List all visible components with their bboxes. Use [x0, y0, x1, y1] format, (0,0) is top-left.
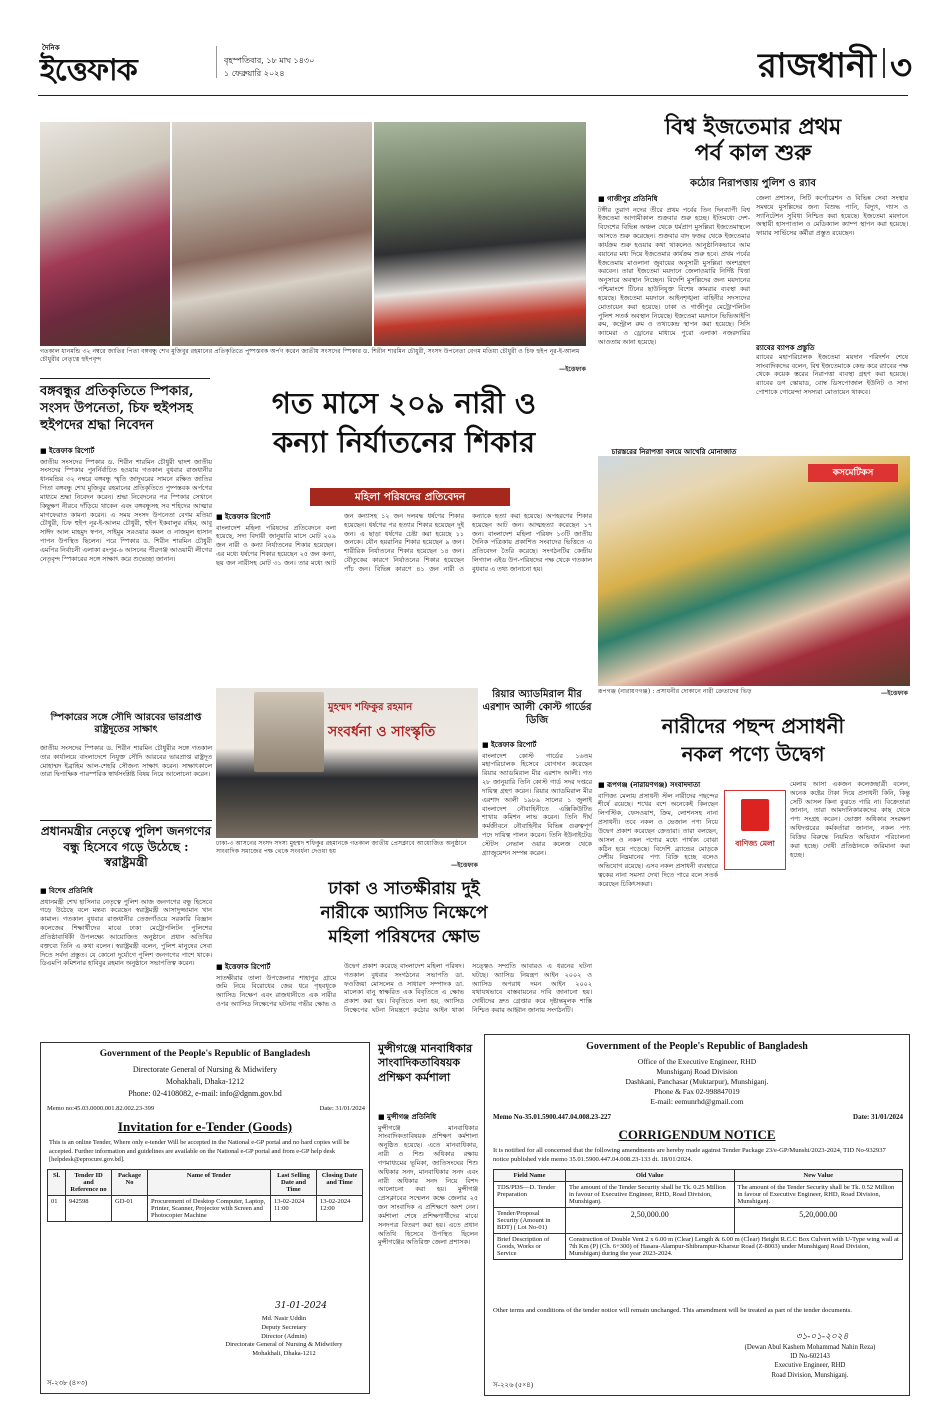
saudi-body: জাতীয় সংসদের স্পিকার ড. শিরীন শারমিন চৌধুরীর সঙ্গে গতকাল তার কার্যালয়ে বাংলাদেশে নিযুক্ত সৌদি আরবের ভারপ্রাপ্ত রাষ্ট্রদূত মোহাম্মদ ইব্রাহিম আল-শেহরি সৌজন্য সাক্ষাৎ করেন। সাক্ষাৎকালে তারা দ্বিপাক্ষিক পারস্পরিক স্বার্থসংশ্লিষ্ট বিষয় নিয়ে আলোচনা করেন।: [40, 744, 212, 779]
police-article: [40, 886, 212, 1034]
left-column-rule: [40, 378, 210, 379]
banner-name: মুহম্মদ শফিকুর রহমান: [328, 702, 413, 713]
rhd-office2: Munshiganj Road Division: [656, 1067, 738, 1076]
col-header: Sl.: [48, 1170, 66, 1196]
speaker-photo-1: [40, 122, 170, 346]
dgnm-memo: Memo no:45.03.0000.001.82.002.23-399: [47, 1105, 155, 1112]
col-header: Last Selling Date and Time: [271, 1170, 317, 1196]
ijtema-byline: ■ গাজীপুর প্রতিনিধি: [598, 194, 658, 203]
rhd-intro: It is notified for all concerned that the following amendments are hereby made against Tender Package 23/e-GP/Munshi/2023-2024, TID No-932937 notice published vide memo 35.01.5900.447.04.008.23-133 dt. 18/01/2024.: [493, 1147, 886, 1163]
col-header: Field Name: [494, 1170, 566, 1182]
police-rule: [40, 820, 212, 821]
speaker-headline: বঙ্গবন্ধুর প্রতিকৃতিতে স্পিকার, সংসদ উপনেতা, চিফ হুইপসহ হুইপদের শ্রদ্ধা নিবেদন: [40, 384, 194, 433]
dgnm-signer: [201, 1315, 367, 1359]
dgnm-signer-name: Md. Nasir Uddin: [261, 1315, 307, 1322]
coast-guard-body: বাংলাদেশ কোস্ট গার্ডের ১৬তম মহাপরিচালক হিসেবে যোগদান করেছেন রিয়ার অ্যাডমিরাল মীর এরশাদ আলী। গত ২৮ জানুয়ারি তিনি কোস্ট গার্ড সদর দপ্তরে দায়িত্ব গ্রহণ করেন। রিয়ার অ্যাডমিরাল মীর এরশাদ আলী ১৯৮৯ সালের ১ জুলাই বাংলাদেশ নৌবাহিনীতে এক্সিকিউটিভ শাখায় কমিশন লাভ করেন। তিনি দীর্ঘ কর্মজীবনে নৌবাহিনীর বিভিন্ন গুরুত্বপূর্ণ পদে দায়িত্ব পালন করেন। তিনি ইউনাইটেড স্টেটস নেভাল ওয়ার কলেজ থেকে গ্র্যাজুয়েশন সম্পন্ন করেন।: [482, 751, 592, 857]
cosmetics-column-1: [598, 780, 718, 1034]
rhd-signature: ৩১-০১-২০২৪: [795, 1331, 849, 1341]
table-row: [494, 1234, 903, 1260]
logo-text: ইত্তেফাক: [40, 53, 137, 88]
table-cell: Brief Description of Goods, Works or Service: [494, 1234, 566, 1260]
rhd-footer: Other terms and conditions of the tender notice will remain unchanged. This amendment will be treated as part of the tender documents.: [493, 1307, 852, 1314]
table-cell: 2,50,000.00: [566, 1208, 735, 1234]
rhd-ad-code: স-২২৬ (৫×৪): [493, 1381, 534, 1389]
rhd-signer-title: Executive Engineer, RHD: [774, 1362, 846, 1370]
rhd-table-wrap: [493, 1169, 903, 1260]
speaker-photo-3: [374, 122, 586, 346]
violence-headline-line1: গত মাসে ২০৯ নারী ও: [271, 386, 537, 420]
violence-byline: ■ ইত্তেফাক রিপোর্ট: [216, 512, 271, 521]
rhd-office1: Office of the Executive Engineer, RHD: [637, 1057, 757, 1066]
rhd-signer: [715, 1343, 905, 1380]
cosmetics-headline-line2: নকল পণ্যে উদ্বেগ: [681, 742, 825, 766]
issue-date: [224, 56, 384, 86]
dgnm-tender-table: [47, 1169, 363, 1222]
section-title: রাজধানী: [758, 46, 876, 86]
newspaper-logo: [38, 42, 188, 88]
banner-event: সংবর্ধনা ও সাংস্কৃতি: [328, 724, 436, 740]
dgnm-ad-code: স-২৩৮ (৪×৩): [47, 1379, 88, 1387]
shafiqur-caption: ঢাকা-৩ আসনের সংসদ সদস্য মুহম্মদ শফিকুর রহমানকে গতকাল জাতীয় প্রেসক্লাবে আয়োজিত অনুষ্ঠানে সাংবাদিক সমাজের পক্ষ থেকে সংবর্ধনা দেওয়া হয়: [216, 840, 467, 856]
coast-guard-article: [482, 740, 592, 866]
ijtema-col2-box-body: র‌্যাবের মহাপরিচালক ইজতেমা ময়দান পরিদর্শন শেষে সাংবাদিকদের বলেন, বিশ্ব ইজতেমাকে কেন্দ্র করে র‌্যাবের পক্ষ থেকে কয়েক স্তরের নিরাপত্তা ব্যবস্থা গ্রহণ করা হয়েছে। র‌্যাবের ডগ স্কোয়াড, বোম্ব ডিসপোজাল ইউনিট ও সাদা পোশাকে গোয়েন্দা সদস্যরা মোতায়েন থাকবে।: [756, 352, 908, 397]
bangla-date: বৃহস্পতিবার, ১৮ মাঘ ১৪৩০: [224, 56, 315, 65]
dgnm-address: Mohakhali, Dhaka-1212: [165, 1077, 245, 1086]
col-header: Name of Tender: [148, 1170, 271, 1196]
col-header: Package No: [112, 1170, 148, 1196]
cosmetics-headline: [598, 712, 908, 774]
police-body: প্রধানমন্ত্রী শেখ হাসিনার নেতৃত্বে পুলিশ আজ জনগণের বন্ধু হিসেবে গড়ে উঠেছে বলে মন্তব্য করেছেন স্বরাষ্ট্রমন্ত্রী আসাদুজ্জামান খান কামাল। গতকাল বুধবার রাজধানীর তেজগাঁওয়ে সরকারি বিজ্ঞান কলেজের শিক্ষার্থীদের মাঝে ঢাকা মেট্রোপলিটন পুলিশের প্রতিষ্ঠাবার্ষিকী উপলক্ষ্যে আয়োজিত অনুষ্ঠানে প্রধান অতিথির বক্তব্যে তিনি এ কথা বলেন। স্বরাষ্ট্রমন্ত্রী বলেন, পুলিশ মানুষের সেবা দিতে সর্বদা প্রস্তুত। যে কোনো দুর্যোগে পুলিশ জনগণের পাশে থাকে। ডিএমপি কমিশনার হাবিবুর রহমান অনুষ্ঠানে সভাপতিত্ব করেন।: [40, 897, 212, 968]
masthead-divider: [216, 46, 217, 78]
dgnm-signer-title1: Deputy Secretary: [261, 1323, 307, 1331]
cosmetics-photo-caption: রূপগঞ্জ (নারায়ণগঞ্জ) : প্রসাধনীর দোকানে নারী ক্রেতাদের ভিড়: [598, 688, 752, 695]
dgnm-title: Invitation for e-Tender (Goods): [117, 1119, 293, 1134]
table-cell: 13-02-2024 11:00: [271, 1196, 317, 1222]
ijtema-headline-line1: বিশ্ব ইজতেমার প্রথম: [664, 114, 842, 140]
cosmetics-headline-line1: নারীদের পছন্দ প্রসাধনী: [661, 714, 845, 738]
col-header: New Value: [734, 1170, 903, 1182]
cosmetics-body2: মেলায় আসা একজন কলেজছাত্রী বলেন, অনেক কষ্টের টাকা দিয়ে প্রসাধনী কিনি, কিন্তু সেটি আসল কিনা বুঝতে পারি না। বিক্রেতারা জানান, তারা আমদানিকারকদের কাছ থেকে পণ্য সংগ্রহ করেন। ভোক্তা অধিকার সংরক্ষণ অধিদপ্তরের কর্মকর্তারা জানান, নকল পণ্য বিক্রির বিরুদ্ধে নিয়মিত অভিযান পরিচালনা করা হচ্ছে। দোষী প্রতিষ্ঠানকে জরিমানা করা হচ্ছে।: [790, 780, 910, 859]
ijtema-col2-body: জেলা প্রশাসন, সিটি কর্পোরেশন ও বিভিন্ন সেবা সংস্থার সমন্বয়ে মুসল্লিদের জন্য বিশুদ্ধ পানি, বিদ্যুৎ, গ্যাস ও স্যানিটেশন সুবিধা নিশ্চিত করা হয়েছে। ইজতেমা ময়দানে অস্থায়ী হাসপাতাল ও মেডিক্যাল ক্যাম্প স্থাপন করা হয়েছে। ফায়ার সার্ভিসের কর্মীরা প্রস্তুত রয়েছেন।: [756, 194, 908, 238]
coast-guard-headline: রিয়ার অ্যাডমিরাল মীর এরশাদ আলী কোস্ট গার্ডের ডিজি: [482, 689, 592, 726]
table-cell: 5,20,000.00: [734, 1208, 903, 1234]
munshiganj-article: [378, 1112, 478, 1394]
dgnm-office: Directorate General of Nursing & Midwifery: [132, 1065, 278, 1074]
section-divider: [883, 48, 885, 78]
cosmetics-column-2: [790, 780, 910, 1034]
acid-headline: [216, 878, 592, 960]
rhd-corrigendum-ad: [484, 1034, 910, 1396]
fair-logo-text: বাণিজ্য মেলা: [735, 839, 775, 848]
acid-body: সাতক্ষীরার তালা উপজেলার শাহাপুর গ্রামে জমি নিয়ে বিরোধের জের ধরে গৃহবধূকে অ্যাসিড নিক্ষেপ এবং রাজধানীতে এক নারীর ওপর অ্যাসিড নিক্ষেপের ঘটনায় গভীর ক্ষোভ ও উদ্বেগ প্রকাশ করেছে বাংলাদেশ মহিলা পরিষদ। গতকাল বুধবার সংগঠনের সভাপতি ডা. ফওজিয়া মোসলেম ও সাধারণ সম্পাদক ডা. মালেকা বানু স্বাক্ষরিত এক বিবৃতিতে এ ক্ষোভ প্রকাশ করা হয়। বিবৃতিতে বলা হয়, অ্যাসিড নিক্ষেপের ঘটনা নিয়ন্ত্রণে কঠোর আইন থাকা সত্ত্বেও সম্প্রতি আবারও এ ধরনের ঘটনা ঘটছে। অ্যাসিড নিয়ন্ত্রণ আইন ২০০২ ও অ্যাসিড অপরাধ দমন আইন ২০০২ যথাযথভাবে বাস্তবায়নের দাবি জানানো হয়। দোষীদের দ্রুত গ্রেপ্তার করে দৃষ্টান্তমূলক শাস্তি নিশ্চিত করার আহ্বান জানায় সংগঠনটি।: [216, 962, 592, 1015]
table-cell: 942598: [66, 1196, 112, 1222]
speaker-body: জাতীয় সংসদের স্পিকার ড. শিরীন শারমিন চৌধুরী দ্বাদশ জাতীয় সংসদের স্পিকার পুনর্নির্বাচিত হওয়ায় গতকাল বুধবার রাজধানীর ধানমন্ডির ৩২ নম্বরে বঙ্গবন্ধু স্মৃতি জাদুঘরের সামনে রক্ষিত জাতির পিতা বঙ্গবন্ধু শেখ মুজিবুর রহমানের প্রতিকৃতিতে পুষ্পস্তবক অর্পণের মাধ্যমে শ্রদ্ধা নিবেদন করেন। শ্রদ্ধা নিবেদনের পর স্পিকার সেখানে কিছুক্ষণ নীরবে দাঁড়িয়ে থাকেন এবং বঙ্গবন্ধুসহ সব শহিদের আত্মার মাগফেরাত কামনা করেন। এ সময় সংসদ উপনেতা বেগম মতিয়া চৌধুরী, চিফ হুইপ নূর-ই-আলম চৌধুরী, হুইপ ইকবালুর রহিম, আবু সাঈদ আল মাহমুদ স্বপন, সাইমুম সরওয়ার কমল ও নাজমুল হাসান পাপন উপস্থিত ছিলেন। পরে স্পিকার ড. শিরীন শারমিন চৌধুরী এমপির নির্বাচনী এলাকা রংপুর-৬ আসনের পীরগঞ্জ আওয়ামী লীগের নেতৃবৃন্দ স্পিকারের সঙ্গে সাক্ষাৎ করে শুভেচ্ছা জানান।: [40, 457, 212, 563]
acid-headline-line2: নারীকে অ্যাসিড নিক্ষেপে: [320, 902, 488, 923]
rhd-title: CORRIGENDUM NOTICE: [618, 1127, 776, 1142]
shopping-bag-icon: [741, 799, 769, 831]
dgnm-phone: Phone: 02-4108082, e-mail: info@dgnm.gov.bd: [128, 1089, 282, 1098]
police-byline: ■ বিশেষ প্রতিনিধি: [40, 886, 93, 895]
speaker-photo-2: [172, 122, 372, 346]
dgnm-signer-office1: Directorate General of Nursing & Midwifery: [225, 1341, 343, 1349]
masthead-rule: [38, 95, 908, 96]
cosmetics-photo-credit: —ইত্তেফাক: [881, 690, 908, 697]
dgnm-intro: This is an online Tender, Where only e-tender Will be accepted in the National e-GP portal and no hard copies will be accepted. Further information and guidelines are available on the National e-GP portal and from e-GP help desk [helpdesk@eprocure.gov.bd].: [49, 1139, 350, 1164]
rhd-corrigendum-table: [493, 1169, 903, 1260]
rhd-date: Date: 31/01/2024: [853, 1113, 903, 1121]
table-cell: The amount of the Tender Security shall be Tk. 0.25 Million in favour of Executive Engineer, RHD, Road Division, Munshiganj.: [566, 1182, 735, 1208]
table-cell: 13-02-2024 12:00: [317, 1196, 363, 1222]
col-header: Closing Date and Time: [317, 1170, 363, 1196]
table-cell: Tender/Proposal Security (Amount in BDT) ( Lot No-01): [494, 1208, 566, 1234]
table-header-row: [494, 1170, 903, 1182]
logo-prefix: দৈনিক: [42, 43, 60, 52]
table-row: [494, 1208, 903, 1234]
ijtema-headline-line2: পর্ব কাল শুরু: [694, 140, 812, 167]
ijtema-subtitle: কঠোর নিরাপত্তায় পুলিশ ও র‌্যাব: [690, 178, 816, 189]
table-cell: GD-01: [112, 1196, 148, 1222]
munshiganj-headline: মুন্সীগঞ্জে মানবাধিকার সাংবাদিকতাবিষয়ক প্রশিক্ষণ কর্মশালা: [378, 1042, 473, 1084]
shafiqur-reception-photo: [216, 688, 478, 838]
table-row: [494, 1182, 903, 1208]
speaker-byline: ■ ইত্তেফাক রিপোর্ট: [40, 446, 95, 455]
violence-band: মহিলা পরিষদের প্রতিবেদন: [310, 488, 510, 506]
cosmetics-shop-photo: [598, 456, 910, 686]
ijtema-headline: [598, 114, 908, 174]
ijtema-column-1: [598, 194, 750, 446]
table-cell: Construction of Double Vent 2 x 6.00 m (Clear) Length & 6.00 m (Clear) Height R.C.C Box Culvert with U-Type wing wall at 7th Km (P) (Ch. 6+300) of Hasara-Alampur-Shibrampur-Kharsur Road (Z-8003) under Munshiganj Road Division, Munshiganj during the year 2023-2024.: [566, 1234, 903, 1260]
coast-guard-byline: ■ ইত্তেফাক রিপোর্ট: [482, 740, 537, 749]
acid-headline-line1: ঢাকা ও সাতক্ষীরায় দুই: [328, 879, 480, 899]
violence-body: বাংলাদেশ মহিলা পরিষদের প্রতিবেদনে বলা হয়েছে, সদ্য বিদায়ী জানুয়ারি মাসে মোট ২০৯ জন নারী ও কন্যা নির্যাতনের শিকার হয়েছেন। এর মধ্যে ধর্ষণের শিকার হয়েছেন ২৫ জন কন্যা, ছয় জন নারীসহ মোট ৩১ জন। তার মধ্যে আট জন কন্যাসহ ১২ জন দলবদ্ধ ধর্ষণের শিকার হয়েছেন। ধর্ষণের পর হত্যার শিকার হয়েছেন দুই জন। এ ছাড়া ধর্ষণের চেষ্টা করা হয়েছে ১১ জনকে। যৌন হয়রানির শিকার হয়েছেন ৯ জন। শারীরিক নির্যাতনের শিকার হয়েছেন ১৪ জন। যৌতুকের কারণে নির্যাতনের শিকার হয়েছেন পাঁচ জন। বিভিন্ন কারণে ৪১ জন নারী ও কন্যাকে হত্যা করা হয়েছে। অপহরণের শিকার হয়েছেন আট জন। আত্মহত্যা করেছেন ১৭ জন। বাংলাদেশ মহিলা পরিষদ ১৩টি জাতীয় দৈনিক পত্রিকায় প্রকাশিত সংবাদের ভিত্তিতে এ প্রতিবেদন তৈরি করেছে। সংগঠনটির কেন্দ্রীয় লিগ্যাল এইড উপ-পরিষদের পক্ষ থেকে গতকাল বুধবার এ তথ্য জানানো হয়।: [216, 512, 592, 573]
table-cell: The amount of the Tender Security shall be Tk. 0.52 Million in favour of Executive Engineer, RHD, Road Division, Munshiganj.: [734, 1182, 903, 1208]
table-row: [48, 1196, 363, 1222]
top-photo-credit: —ইত্তেফাক: [559, 366, 586, 373]
acid-headline-line3: মহিলা পরিষদের ক্ষোভ: [328, 926, 480, 947]
dgnm-tender-ad: [40, 1042, 370, 1394]
dgnm-signer-title2: Director (Admin): [261, 1332, 307, 1340]
trade-fair-logo: [724, 790, 786, 870]
shop-sign: কসমেটিকস: [808, 464, 898, 482]
munshiganj-body: মুন্সীগঞ্জে মানবাধিকার সাংবাদিকতাবিষয়ক প্রশিক্ষণ কর্মশালা অনুষ্ঠিত হয়েছে। এতে মানবাধিকার, নারী ও শিশু অধিকার রক্ষায় গণমাধ্যমের ভূমিকা, জাতিসংঘের শিশু অধিকার সনদ, মানবাধিকার সনদ এবং নারী অধিকার সনদ নিয়ে বিশদ আলোচনা করা হয়। মুন্সীগঞ্জ প্রেসক্লাবের সম্মেলন কক্ষে জেলার ২৫ জন সাংবাদিক এ প্রশিক্ষণে অংশ নেন। কর্মশালা শেষে প্রশিক্ষণার্থীদের মাঝে সনদপত্র বিতরণ করা হয়। এতে প্রধান অতিথি হিসেবে উপস্থিত ছিলেন মুন্সীগঞ্জের অতিরিক্ত জেলা প্রশাসক।: [378, 1123, 478, 1247]
dgnm-signature: 31-01-2024: [275, 1301, 327, 1311]
rhd-signer-office: Road Division, Munshiganj.: [771, 1371, 849, 1379]
police-headline: প্রধানমন্ত্রীর নেতৃত্বে পুলিশ জনগণের বন্ধু হিসেবে গড়ে উঠেছে : স্বরাষ্ট্রমন্ত্রী: [40, 824, 212, 870]
ijtema-col2-box-title: র‌্যাবের ব্যাপক প্রস্তুতি: [756, 343, 815, 352]
ijtema-body: টঙ্গীর তুরাগ নদের তীরে প্রথম পর্বের তিন দিনব্যাপী বিশ্ব ইজতেমা আগামীকাল শুক্রবার শুরু হচ্ছে। ইতিমধ্যে দেশ-বিদেশের বিভিন্ন অঞ্চল থেকে ধর্মপ্রাণ মুসল্লিরা ইজতেমাস্থলে আসতে শুরু করেছেন। শুক্রবার বাদ ফজর থেকে ইজতেমার কার্যক্রম শুরু হওয়ার কথা থাকলেও আনুষ্ঠানিকভাবে আম বয়ানের মধ্য দিয়ে ইজতেমার কার্যক্রম শুরু হবে। প্রথম পর্বের ইজতেমায় মাওলানা জুবায়ের অনুসারী মুসল্লিরা অংশগ্রহণ করবেন। তারা ইজতেমা ময়দানে জেলাওয়ারি নির্দিষ্ট খিত্তা অনুসারে অবস্থান নিচ্ছেন। বিদেশি মুসল্লিদের জন্য ময়দানের পশ্চিমাংশে টিনের ছাউনিযুক্ত বিশেষ কামরার ব্যবস্থা করা হয়েছে। ইজতেমা ময়দানে আইনশৃঙ্খলা বাহিনীর সদস্যদের মোতায়েন করা হয়েছে। ঢাকা ও গাজীপুর মেট্রোপলিটন পুলিশ সতর্ক অবস্থান নিয়েছে। ইজতেমা ময়দানে ভিভিআইপি রুম, কন্ট্রোল রুম ও তথ্যকেন্দ্র স্থাপন করা হয়েছে। সিসি ক্যামেরা ও ড্রোনের মাধ্যমে পুরো এলাকা নজরদারির আওতায় আনা হয়েছে।: [598, 205, 750, 347]
rhd-email: E-mail: eemunrhd@gmail.com: [650, 1097, 744, 1106]
rhd-signer-id: ID No-602143: [790, 1353, 830, 1361]
violence-headline-line2: কন্যা নির্যাতনের শিকার: [272, 425, 536, 460]
rhd-phone: Phone & Fax 02-998847019: [654, 1087, 740, 1096]
violence-headline: [216, 384, 592, 480]
masthead: [38, 38, 913, 90]
ijtema-column-2-box: [756, 344, 908, 452]
dgnm-table-wrap: [47, 1169, 363, 1222]
page-number: ৩: [890, 48, 913, 88]
shafiqur-credit: —ইত্তেফাক: [451, 862, 478, 869]
banner-portrait: [254, 692, 324, 772]
dgnm-signer-office2: Mohakhali, Dhaka-1212: [252, 1350, 316, 1358]
rhd-signer-name: (Dewan Abul Kashem Mohammad Nahin Reza): [744, 1344, 876, 1351]
cosmetics-body: বাণিজ্য মেলায় প্রসাধনী স্টল নারীদের পছন্দের শীর্ষে রয়েছে। শখের বশে অনেকেই কিনছেন লিপস্টিক, ফেসওয়াশ, ক্রিম, লোশনসহ নানা প্রসাধনী। তবে নকল ও ভেজাল পণ্য নিয়ে উদ্বেগ প্রকাশ করেছেন ক্রেতারা। তারা বলছেন, আসল ও নকল পণ্যের মধ্যে পার্থক্য বোঝা কঠিন হয়ে পড়েছে। বিদেশি ব্র্যান্ডের মোড়কে দেশীয় নিম্নমানের পণ্য বিক্রি হচ্ছে বলেও অভিযোগ রয়েছে। এসব নকল প্রসাধনী ব্যবহারে ত্বকের নানা সমস্যা দেখা দিতে পারে বলে সতর্ক করেছেন চিকিৎসকরা।: [598, 791, 718, 888]
top-photo-caption: গতকাল ধানমন্ডি ৩২ নম্বরে জাতির পিতা বঙ্গবন্ধু শেখ মুজিবুর রহমানের প্রতিকৃতিতে পুষ্পস্তবক অর্পণ করেন জাতীয় সংসদের স্পিকার ড. শিরীন শারমিন চৌধুরী, সংসদ উপনেতা বেগম মতিয়া চৌধুরী ও চিফ হুইপ নূর-ই-আলম চৌধুরীর নেতৃত্বে হুইপবৃন্দ: [40, 348, 580, 364]
saudi-subheadline: স্পিকারের সঙ্গে সৌদি আরবের ভারপ্রাপ্ত রাষ্ট্রদূতের সাক্ষাৎ: [50, 712, 202, 736]
acid-article: [216, 962, 592, 1038]
table-cell: TDS/PDS—D. Tender Preparation: [494, 1182, 566, 1208]
dgnm-gov: Government of the People's Republic of Bangladesh: [99, 1049, 311, 1059]
english-date: ১ ফেব্রুয়ারি ২০২৪: [224, 69, 285, 78]
table-cell: 01: [48, 1196, 66, 1222]
speaker-article: [40, 446, 212, 708]
rhd-memo: Memo No-35.01.5900.447.04.008.23-227: [493, 1113, 612, 1121]
table-cell: Procurement of Desktop Computer, Laptop, Printer, Scanner, Projector with Screen and Photocopier Machine: [148, 1196, 271, 1222]
col-header: Old Value: [566, 1170, 735, 1182]
rhd-office3: Dashkani, Panchasar (Muktarpur), Munshiganj.: [625, 1077, 769, 1086]
acid-byline: ■ ইত্তেফাক রিপোর্ট: [216, 962, 271, 971]
ijtema-box1-title: চারস্তরের নিরাপত্তা বলয়ে আখেরি মোনাজাত: [611, 447, 737, 456]
violence-article: [216, 512, 592, 684]
cosmetics-byline: ■ রূপগঞ্জ (নারায়ণগঞ্জ) সংবাদদাতা: [598, 780, 701, 789]
rhd-gov: Government of the People's Republic of Bangladesh: [586, 1041, 808, 1052]
col-header: Tender ID and Reference no: [66, 1170, 112, 1196]
dgnm-date: Date: 31/01/2024: [319, 1105, 365, 1112]
ijtema-column-2: [756, 194, 908, 342]
table-header-row: [48, 1170, 363, 1196]
munshiganj-byline: ■ মুন্সীগঞ্জ প্রতিনিধি: [378, 1112, 437, 1121]
